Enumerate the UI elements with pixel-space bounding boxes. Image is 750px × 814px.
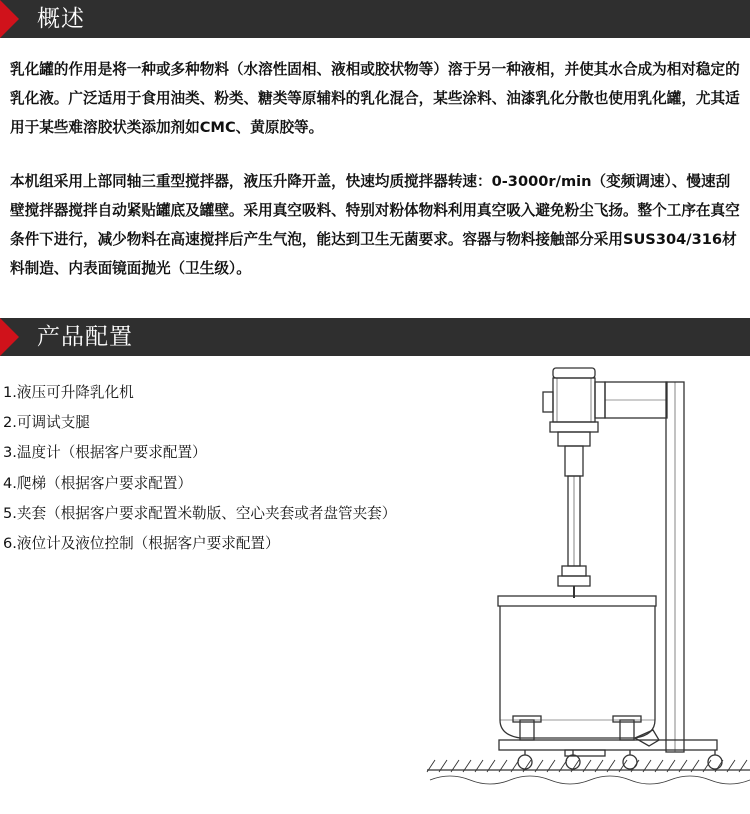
overview-paragraph-2: 本机组采用上部同轴三重型搅拌器，液压升降开盖，快速均质搅拌器转速：0-3000r/min（变频调速）、慢速刮壁搅拌器搅拌自动紧贴罐底及罐壁。采用真空吸料、特别对粉体物料利用真空吸入避免粉尘飞扬。整个工序在真空条件下进行，减少物料在高速搅拌后产生气泡，能达到卫生无菌要求。容器与物料接触部分采用SUS304/316材料制造、内表面镜面抛光（卫生级）。: [10, 173, 740, 277]
section-title: 产品配置: [37, 324, 133, 350]
section-header-overview: [0, 0, 750, 38]
list-item: 6.液位计及液位控制（根据客户要求配置）: [3, 535, 280, 553]
list-item: 5.夹套（根据客户要求配置米勒版、空心夹套或者盘管夹套）: [3, 504, 397, 522]
emulsifier-machine-drawing: [425, 360, 750, 810]
list-item: 1.液压可升降乳化机: [3, 384, 134, 401]
red-triangle-icon: [0, 318, 19, 356]
list-item: 4.爬梯（根据客户要求配置）: [3, 474, 193, 492]
configuration-list: [3, 378, 443, 559]
list-item: 3.温度计（根据客户要求配置）: [3, 444, 207, 462]
overview-paragraph-1: 乳化罐的作用是将一种或多种物料（水溶性固相、液相或胶状物等）溶于另一种液相，并使其水合成为相对稳定的乳化液。广泛适用于食用油类、粉类、糖类等原辅料的乳化混合，某些涂料、油漆乳化分散也使用乳化罐，尤其适用于某些难溶胶状类添加剂如CMC、黄原胶等。: [10, 61, 740, 136]
section-header-configuration: [0, 318, 750, 356]
list-item: 2.可调试支腿: [3, 414, 90, 432]
red-triangle-icon: [0, 0, 19, 38]
section-title: 概述: [37, 6, 85, 32]
